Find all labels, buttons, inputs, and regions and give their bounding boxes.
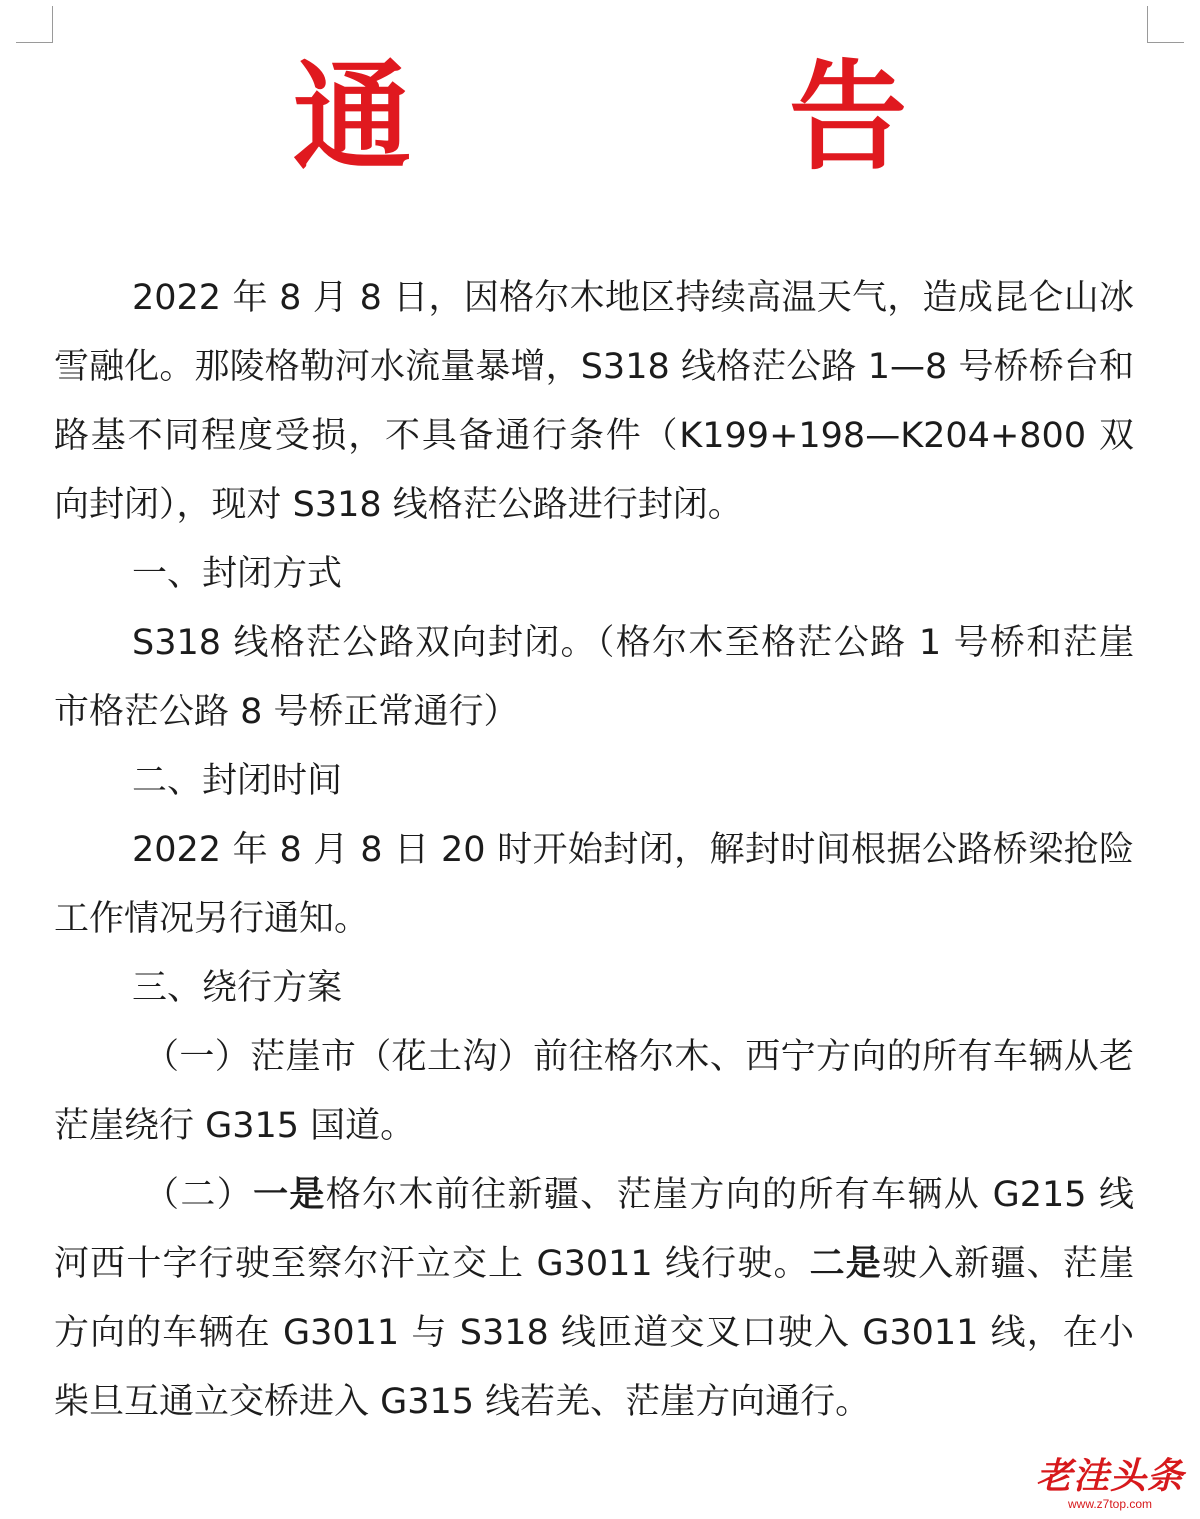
intro-paragraph: 2022 年 8 月 8 日，因格尔木地区持续高温天气，造成昆仑山冰雪融化。那陵格勒河水流量暴增，S318 线格茫公路 1—8 号桥桥台和路基不同程度受损，不具备通行条件（K199+198—K204+800 双向封闭），现对 S318 线格茫公路进行封闭。 bbox=[54, 278, 1134, 525]
section-heading-detour-plan: 三、绕行方案 bbox=[132, 968, 343, 1008]
notice-title: 通 告 bbox=[292, 48, 1037, 186]
section-heading-closure-method: 一、封闭方式 bbox=[132, 554, 343, 594]
closure-method-paragraph: S318 线格茫公路双向封闭。（格尔木至格茫公路 1 号桥和茫崖市格茫公路 8 号桥正常通行） bbox=[54, 623, 1134, 732]
watermark-url: www.z7top.com bbox=[1067, 1497, 1153, 1511]
notice-body bbox=[54, 264, 1134, 1437]
page-corner-mark-top-right bbox=[1147, 6, 1184, 43]
detour-item-2 bbox=[54, 1161, 1134, 1437]
site-watermark bbox=[1030, 1457, 1190, 1511]
section-heading-closure-time: 二、封闭时间 bbox=[132, 761, 343, 801]
page-corner-mark-top-left bbox=[16, 6, 53, 43]
detour-item-1: （一）茫崖市（花土沟）前往格尔木、西宁方向的所有车辆从老茫崖绕行 G315 国道。 bbox=[54, 1037, 1134, 1146]
detour-item-2-text-1: 格尔木前往新疆、茫崖方向的所有车辆从 G215 线河西十字行驶至察尔汗立交上 G3011 线行驶。 bbox=[54, 1175, 1134, 1284]
detour-item-2-prefix: （二） bbox=[144, 1175, 254, 1215]
detour-item-2-text-2: 驶入新疆、茫崖方向的车辆在 G3011 与 S318 线匝道交叉口驶入 G3011 线，在小柴旦互通立交桥进入 G315 线若羌、茫崖方向通行。 bbox=[54, 1244, 1134, 1422]
closure-time-paragraph: 2022 年 8 月 8 日 20 时开始封闭，解封时间根据公路桥梁抢险工作情况另行通知。 bbox=[54, 830, 1134, 939]
watermark-logo: 老洼头条 bbox=[1035, 1456, 1184, 1497]
detour-item-2-emphasis-2: 二是 bbox=[809, 1244, 882, 1284]
detour-item-2-emphasis-1: 一是 bbox=[253, 1175, 326, 1215]
